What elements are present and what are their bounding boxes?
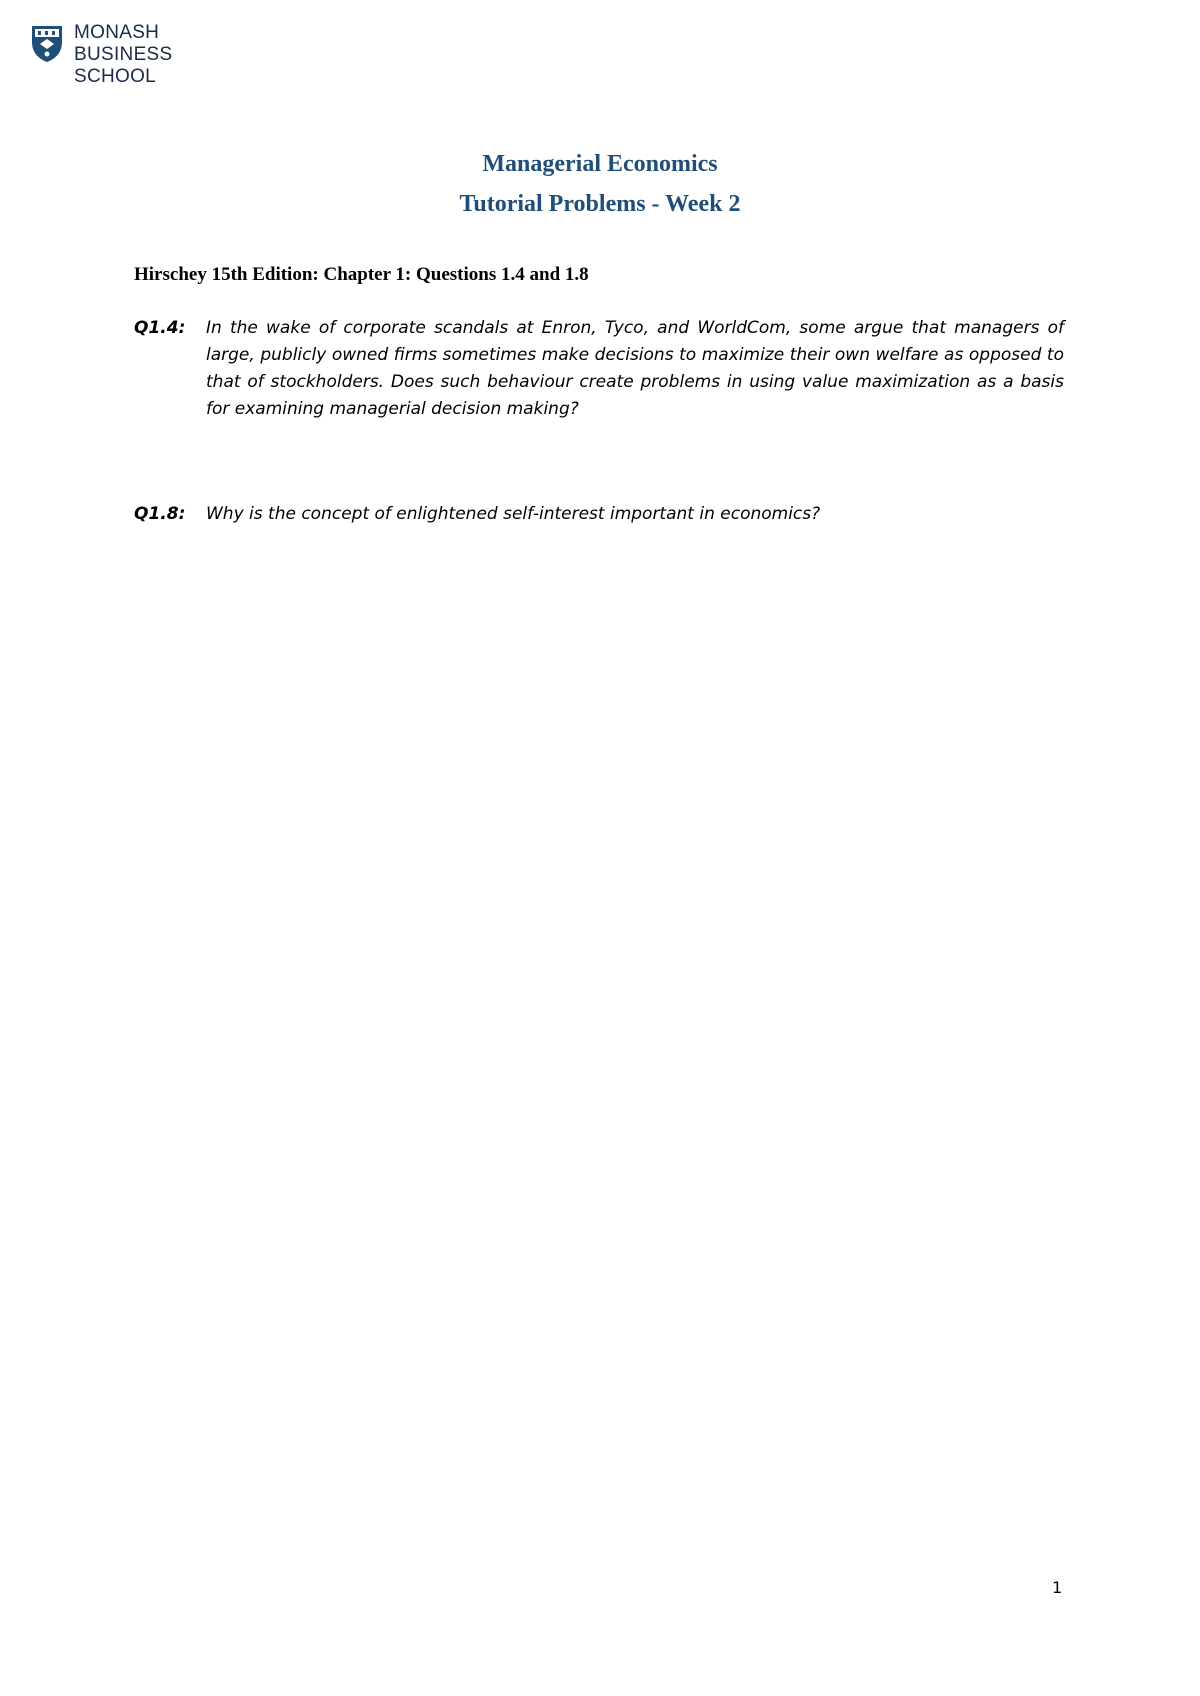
- tutorial-subtitle: Tutorial Problems - Week 2: [459, 191, 741, 217]
- logo-line-3: SCHOOL: [74, 66, 157, 87]
- document-title: [0, 144, 1200, 224]
- textbook-reference: Hirschey 15th Edition: Chapter 1: Questions 1.4 and 1.8: [134, 264, 589, 285]
- question-text: In the wake of corporate scandals at Enron, Tyco, and WorldCom, some argue that managers of large, publicly owned firms sometimes make decisions to maximize their own welfare as opposed to that of stockholders. Does such behaviour create problems in using value maximization as a basis for examining managerial decision making?: [206, 318, 1064, 419]
- question-label: Q1.4:: [134, 318, 186, 338]
- page-number: 1: [1052, 1578, 1063, 1597]
- logo-line-2: BUSINESS: [74, 44, 173, 65]
- logo-wordmark: [74, 22, 173, 88]
- shield-crest-icon: [28, 24, 66, 64]
- course-title: Managerial Economics: [482, 151, 718, 177]
- question-1-4: [134, 315, 1064, 423]
- question-label: Q1.8:: [134, 504, 186, 524]
- question-text: Why is the concept of enlightened self-interest important in economics?: [206, 504, 821, 524]
- logo-line-1: MONASH: [74, 22, 160, 43]
- monash-business-school-logo: [28, 22, 173, 88]
- question-1-8: [134, 501, 1064, 528]
